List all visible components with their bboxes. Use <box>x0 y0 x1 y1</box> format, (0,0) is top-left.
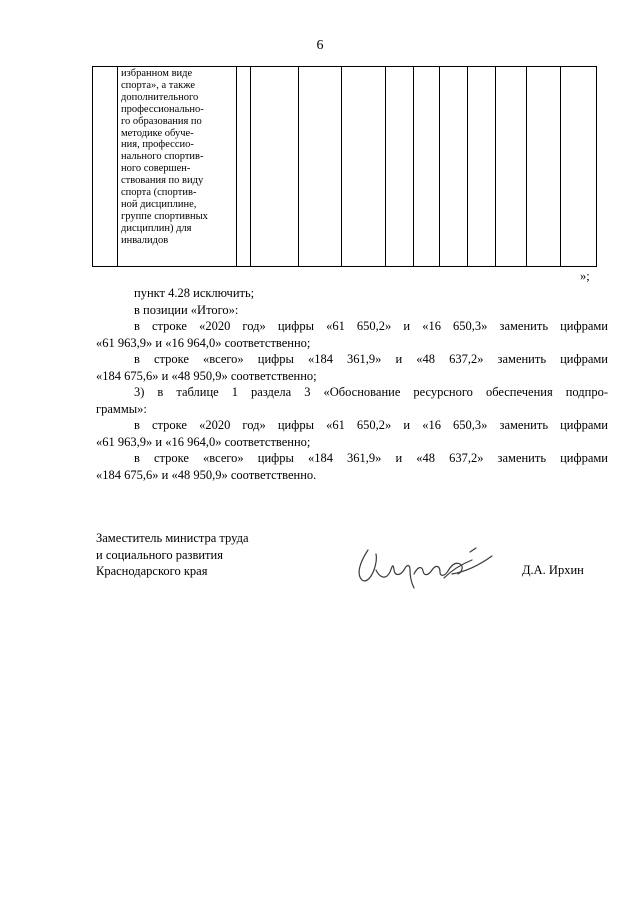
position-itogo-line: в позиции «Итого»: <box>134 302 239 317</box>
table-cell-description <box>118 67 237 267</box>
t1-row-total-line: в строке «всего» цифры «184 361,9» и «48 637,2» заменить цифрами <box>134 451 608 465</box>
table-cell <box>561 67 597 267</box>
table-cell <box>468 67 496 267</box>
description-line: нального спортив- <box>121 151 204 163</box>
position-line: и социального развития <box>96 547 223 562</box>
item-4-28-line: пункт 4.28 исключить; <box>134 286 255 300</box>
table1-section3-line: 3) в таблице 1 раздела 3 «Обоснование ресурсного обеспечения подпро- <box>134 385 608 399</box>
row-total-line: в строке «всего» цифры «184 361,9» и «48 637,2» заменить цифрами <box>134 352 608 366</box>
table-cell <box>342 67 386 267</box>
table-cell <box>386 67 414 267</box>
table-cell <box>527 67 561 267</box>
table-row <box>93 67 597 267</box>
description-line: инвалидов <box>121 234 169 246</box>
signatory-position <box>96 530 249 580</box>
description-line: методике обуче- <box>121 127 194 139</box>
continued-table <box>92 66 597 267</box>
table1-section3-line-cont: граммы»: <box>96 401 147 416</box>
description-line: го образования по <box>121 115 202 127</box>
position-line: Краснодарского края <box>96 564 208 578</box>
row-2020-line-cont: «61 963,9» и «16 964,0» соответственно; <box>96 335 311 350</box>
row-total-line-cont: «184 675,6» и «48 950,9» соответственно; <box>96 368 317 383</box>
t1-row-2020-line: в строке «2020 год» цифры «61 650,2» и «16 650,3» заменить цифрами <box>134 418 608 432</box>
description-line: избранном виде <box>121 68 193 79</box>
signer-name: Д.А. Ирхин <box>522 563 584 577</box>
amendments-text <box>96 285 608 483</box>
table-closing-mark: »; <box>580 269 590 283</box>
table-cell <box>299 67 342 267</box>
description-line: ствования по виду <box>121 175 204 187</box>
table-cell <box>251 67 299 267</box>
table-cell-number <box>93 67 118 267</box>
description-line: профессионально- <box>121 103 204 115</box>
table-cell <box>440 67 468 267</box>
position-line: Заместитель министра труда <box>96 531 249 545</box>
t1-row-2020-line-cont: «61 963,9» и «16 964,0» соответственно; <box>96 434 311 449</box>
table-cell <box>237 67 251 267</box>
description-line: спорта (спортив- <box>121 187 197 199</box>
description-line: спорта», а также <box>121 79 196 91</box>
description-line: ния, профессио- <box>121 139 194 151</box>
table-cell <box>496 67 527 267</box>
description-line: ной дисциплине, <box>121 198 197 210</box>
handwritten-signature <box>352 540 502 590</box>
description-line: дисциплин) для <box>121 222 192 234</box>
table-cell <box>414 67 440 267</box>
t1-row-total-line-cont: «184 675,6» и «48 950,9» соответственно. <box>96 467 317 482</box>
description-line: ного совершен- <box>121 163 191 175</box>
description-line: группе спортивных <box>121 210 208 222</box>
row-2020-line: в строке «2020 год» цифры «61 650,2» и «16 650,3» заменить цифрами <box>134 319 608 333</box>
description-line: дополнительного <box>121 91 199 103</box>
page-number: 6 <box>316 38 324 53</box>
